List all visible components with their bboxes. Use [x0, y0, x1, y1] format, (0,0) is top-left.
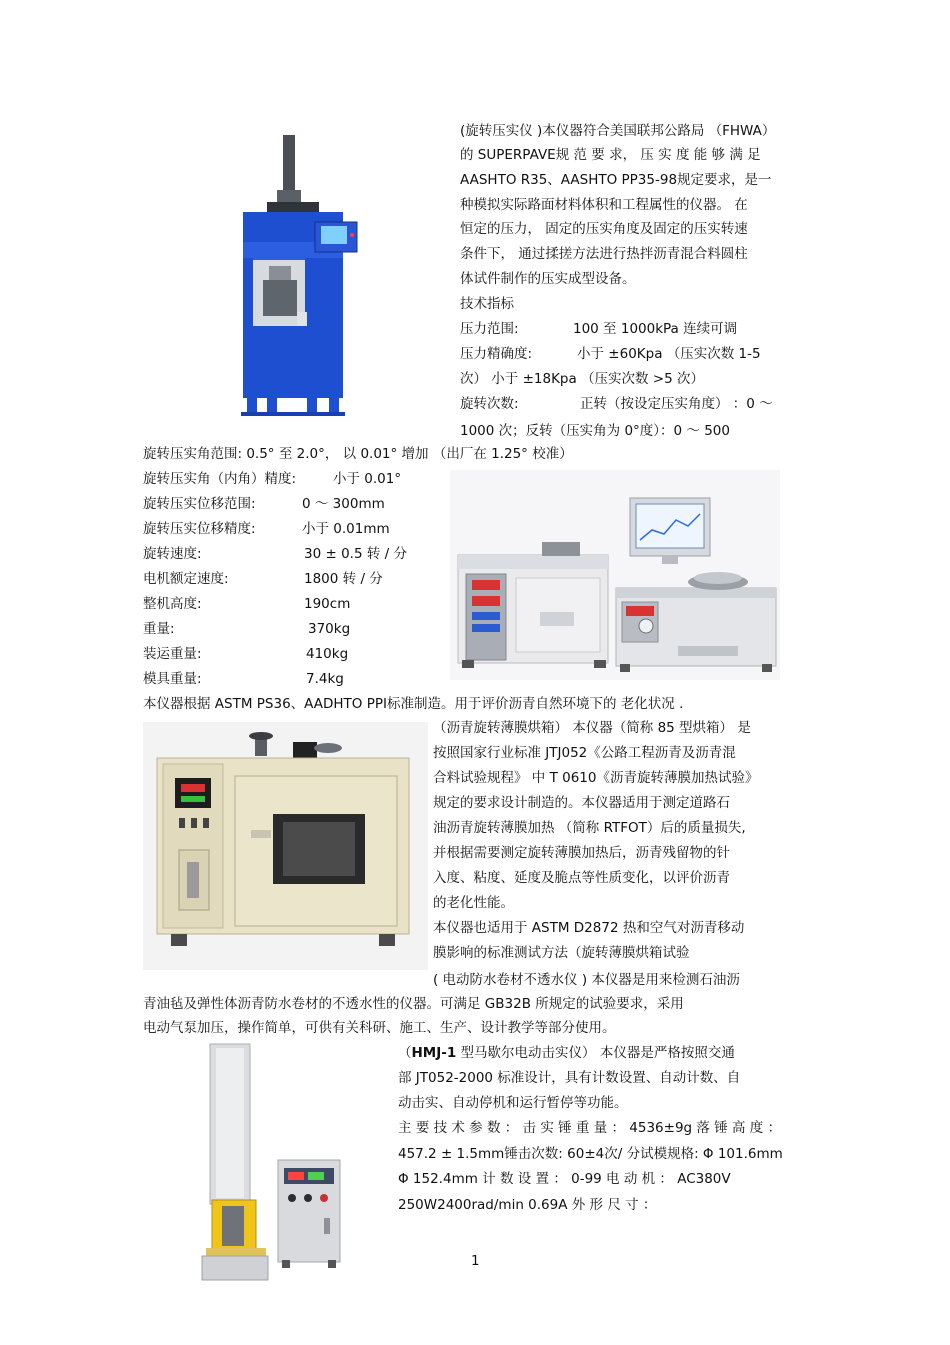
spec2-value-9: 7.4kg: [306, 671, 344, 687]
spec2-value-6: 190cm: [304, 596, 351, 612]
page-number: 1: [471, 1253, 480, 1269]
gyratory-line-1: (旋转压实仪 )本仪器符合美国联邦公路局 （FHWA）: [460, 123, 776, 139]
rtfot-oven-image: [143, 722, 428, 970]
spec2-value-7: 370kg: [308, 621, 351, 637]
gyratory-line-7: 体试件制作的压实成型设备。: [460, 271, 636, 287]
spec2-value-4: 30 ± 0.5 转 / 分: [304, 546, 407, 562]
waterproof-line-1: ( 电动防水卷材不透水仪 ) 本仪器是用来检测石油沥: [433, 972, 740, 988]
film-oven-image: [450, 470, 780, 680]
spec2-value-3: 小于 0.01mm: [302, 521, 390, 537]
marshall-title-open: （: [398, 1045, 412, 1061]
rtfot-line-7: 入度、粘度、延度及脆点等性质变化，以评价沥青: [433, 870, 730, 886]
tech-specs-heading: 技术指标: [460, 296, 514, 312]
rtfot-line-9: 本仪器也适用于 ASTM D2872 热和空气对沥青移动: [433, 920, 745, 936]
marshall-line-4: 457.2 ± 1.5mm锤击次数: 60±4次/ 分试模规格: Φ 101.6mm: [398, 1146, 783, 1162]
spec-angle-range: 旋转压实角范围: 0.5° 至 2.0°， 以 0.01° 增加 （出厂在 1.25° 校准）: [143, 446, 573, 462]
gyratory-line-3: AASHTO R35、AASHTO PP35-98规定要求，是一: [460, 172, 772, 188]
spec-rotation-count-cont: 1000 次；反转（压实角为 0°度）：0 ～ 500: [460, 423, 730, 439]
marshall-title: [398, 1044, 735, 1062]
spec2-value-5: 1800 转 / 分: [304, 571, 383, 587]
spec2-value-1: 小于 0.01°: [333, 471, 402, 487]
spec-pressure-range-label: 压力范围:: [460, 321, 519, 337]
spec2-label-6: 整机高度:: [143, 596, 202, 612]
spec-pressure-range-value: 100 至 1000kPa 连续可调: [573, 321, 738, 337]
marshall-model: HMJ-1: [411, 1045, 457, 1061]
spec-rotation-count-label: 旋转次数:: [460, 396, 519, 412]
spec2-value-2: 0 ～ 300mm: [302, 496, 385, 512]
rtfot-line-5: 油沥青旋转薄膜加热 （简称 RTFOT）后的质量损失,: [433, 820, 746, 836]
spec2-label-9: 模具重量:: [143, 671, 202, 687]
marshall-line-1: 部 JT052-2000 标准设计，具有计数设置、自动计数、自: [398, 1070, 741, 1086]
gyratory-compactor-image: [225, 130, 370, 420]
spec2-label-8: 装运重量:: [143, 646, 202, 662]
spec2-label-7: 重量:: [143, 621, 175, 637]
spec-rotation-count-value: 正转（按设定压实角度） ：0 ～: [580, 396, 773, 412]
marshall-line-3: 主 要 技 术 参 数 ： 击 实 锤 重 量 ： 4536±9g 落 锤 高 度 ：: [398, 1120, 782, 1136]
waterproof-line-3: 电动气泵加压，操作简单，可供有关科研、施工、生产、设计教学等部分使用。: [143, 1020, 616, 1036]
standard-line: 本仪器根据 ASTM PS36、AADHTO PPI标准制造。用于评价沥青自然环境下的 老化状况 .: [143, 696, 684, 712]
gyratory-line-6: 条件下， 通过揉搓方法进行热拌沥青混合料圆柱: [460, 246, 748, 262]
waterproof-line-2: 青油毡及弹性体沥青防水卷材的不透水性的仪器。可满足 GB32B 所规定的试验要求，采用: [143, 996, 684, 1012]
marshall-compactor-image: [196, 1042, 361, 1287]
rtfot-line-10: 膜影响的标准测试方法（旋转薄膜烘箱试验: [433, 945, 690, 961]
rtfot-line-8: 的老化性能。: [433, 895, 514, 911]
spec2-label-1: 旋转压实角（内角）精度:: [143, 471, 297, 487]
marshall-line-2: 动击实、自动停机和运行暂停等功能。: [398, 1095, 628, 1111]
spec2-label-3: 旋转压实位移精度:: [143, 521, 256, 537]
spec-pressure-accuracy-label: 压力精确度:: [460, 346, 533, 362]
spec2-label-4: 旋转速度:: [143, 546, 202, 562]
marshall-line-6: 250W2400rad/min 0.69A 外 形 尺 寸 ：: [398, 1197, 657, 1213]
spec2-label-5: 电机额定速度:: [143, 571, 229, 587]
gyratory-line-2: 的 SUPERPAVE规 范 要 求， 压 实 度 能 够 满 足: [460, 147, 761, 163]
rtfot-line-1: （沥青旋转薄膜烘箱） 本仪器（简称 85 型烘箱） 是: [433, 720, 751, 736]
spec-pressure-accuracy-cont: 次） 小于 ±18Kpa （压实次数 >5 次）: [460, 371, 705, 387]
rtfot-line-6: 并根据需要测定旋转薄膜加热后，沥青残留物的针: [433, 845, 730, 861]
gyratory-line-4: 种模拟实际路面材料体积和工程属性的仪器。 在: [460, 197, 748, 213]
spec2-label-2: 旋转压实位移范围:: [143, 496, 256, 512]
marshall-title-rest: 型马歇尔电动击实仪） 本仪器是严格按照交通: [456, 1045, 735, 1061]
marshall-line-5: Φ 152.4mm 计 数 设 置 ： 0-99 电 动 机 ： AC380V: [398, 1171, 731, 1187]
rtfot-line-2: 按照国家行业标准 JTJ052《公路工程沥青及沥青混: [433, 745, 736, 761]
gyratory-line-5: 恒定的压力， 固定的压实角度及固定的压实转速: [460, 221, 748, 237]
spec-pressure-accuracy-value: 小于 ±60Kpa （压实次数 1-5: [577, 346, 761, 362]
rtfot-line-3: 合料试验规程》 中 T 0610《沥青旋转薄膜加热试验》: [433, 770, 759, 786]
rtfot-line-4: 规定的要求设计制造的。本仪器适用于测定道路石: [433, 795, 730, 811]
spec2-value-8: 410kg: [306, 646, 349, 662]
